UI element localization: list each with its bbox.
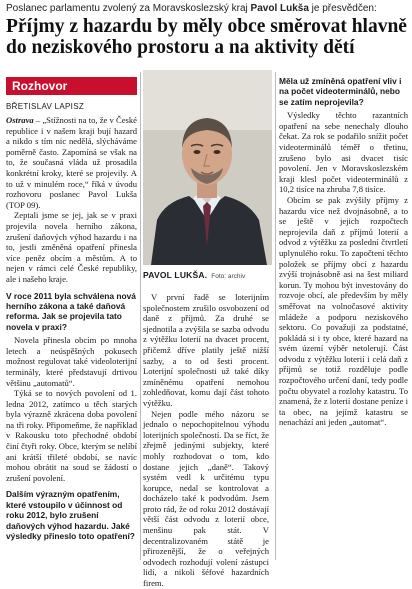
lead-place: Ostrava [6, 115, 34, 125]
article-column-2 [143, 292, 269, 589]
paragraph-7: Obcím se pak zvýšily příjmy z hazardu více než dvojnásobně, a to se ještě v jejich rozpočtech neprojevila daň z příjmů loterií a odvod z výtěžku za poslední čtvrtletí uplynulého roku. To započtení těchto položek se příjmy obcí z hazardu zvýší trojnásobně asi na šest miliard korun. Ty mohou být investovány do rozvoje obcí, ale především by měly směřovat na volnočasové aktivity mládeže a podporu neziskového sektoru. Co považuji za podstatné, pokládá si i ty obce, které hazard na svém území výběr netolerují. Část odvodu z výtěžku loterií i celá daň z příjmů se totiž rozděluje podle rozpočtového určení daní, tedy podle počtu obyvatel a rozlohy katastru. To znamená, že z loterií dostane peníze i ta obec, na jejímž katastru se nenachází ani jeden „automat“. [279, 194, 408, 428]
caption-name: PAVOL LUKŠA. [143, 270, 208, 280]
rubric-label: Rozhovor [6, 77, 137, 95]
lead-paragraph [6, 115, 137, 210]
article-column-3 [279, 70, 408, 563]
column-divider-1 [140, 72, 141, 560]
paragraph-5: Nejen podle mého názoru se jednalo o nepochopitelnou výhodu loterijních společností. Da se říct, že zřejmě jedinými subjekty, které mohly rozhodovat o tom, kdo dostane jejich „daně“. Takový systém vedl k určitému typu korupce, nedal se kontrolovat a docházelo také k podvodům. Jsem proto rád, že od roku 2012 dostávají větší část odvodu z loterií obce, menšinu pak stát. V decentralizovaném státě je přirozenější, že o veřejných odvodech rozhodují volení zástupci lidí, a nikoli šéfové hazardních firem. [143, 408, 269, 589]
question-1: V roce 2011 byla schválena nová herního zákona a také daňová reforma. Jak se projevila tato novela v praxi? [6, 290, 136, 332]
paragraph-6: Výsledky těchto razantních opatření na sebe nenechaly dlouho čekat. Za rok se podařilo snížit počet videoterminálů téměř o třetinu, zrušeno bylo asi dvacet tisíc povolení. Jen v Moravskoslezském kraji klesl počet videoterminálů z 10,2 tisíce na zhruba 7,8 tisíce. [279, 110, 408, 195]
kicker-name: Pavol Lukša [250, 3, 309, 14]
paragraph-4: V první řadě se loterijním společnostem zrušilo osvobození od daně z příjmů. Za druhé se sjednotila a zvýšila se sazba odvodu z výtěžku loterií na dvacet procent, přičemž dříve platily ještě nižší sazby, a to od šesti procent. Loterijní společnosti už také díky zmíněnému opatření nemohou zohledňovat, komu dají část tohoto výtěžku. [143, 292, 269, 408]
paragraph-3: Týká se to nových povolení od 1. ledna 2012, zatímco u těch starých byla výrazně zkrácena doba povolení na tři roky. Připomeňme, že například v Rakousku toto přechodné období činí čtyři roky. Obce, kterým se nelíbí ani krátší třileté období, se navíc mohou obrátit na soud se žádostí o zrušení povolení. [6, 388, 137, 483]
kicker-prefix: Poslanec parlamentu zvolený za Moravskoslezský kraj [6, 3, 251, 14]
headline: Příjmy z hazardu by měly obce směrovat hlavně do neziskového prostoru a na aktivity dětí [6, 16, 407, 58]
portrait-photo [143, 70, 272, 265]
question-3: Měla už zmíněná opatření vliv i na počet videoterminálů, nebo se zatím neprojevila? [279, 76, 402, 107]
paragraph-2: Novela přinesla obcím po mnoha letech a neúspěšných pokusech možnost regulovat také videoloterijní terminály, které představují drtivou většinu „automatů“. [6, 335, 137, 388]
question-2: Dalším výrazným opatřením, které vstoupilo v účinnost od roku 2012, bylo zrušení daňových výhod hazardu. Jaké výsledky přineslo toto opatření? [6, 489, 135, 542]
column-divider-2 [275, 72, 276, 560]
kicker [6, 2, 406, 16]
kicker-suffix: je přesvědčen: [308, 3, 377, 14]
lead-text: – „Stížnosti na to, že v České republice i v našem kraji bují hazard a nikdo s tím nic nedělá, slýcháváme poměrně často. Zapomíná se však na to, že současná vláda už prosadila konkrétní kroky, které se projevily. A to už v minulém roce,“ říká v úvodu rozhovoru poslanec Pavol Lukša (TOP 09). [6, 115, 137, 210]
article-column-1 [6, 115, 137, 563]
caption-credit: Foto: archiv [211, 273, 246, 280]
portrait-illustration [143, 70, 272, 265]
photo-caption [143, 268, 272, 282]
paragraph-1: Zeptali jsme se jej, jak se v praxi projevila novela herního zákona, zrušení daňových výhod hazardu i na to, jestli změněná opatření přinesla více peněz obcím a městům. A to nejen v rámci celé České republiky, ale i našeho kraje. [6, 210, 137, 284]
byline: BŘETISLAV LAPISZ [6, 102, 85, 111]
